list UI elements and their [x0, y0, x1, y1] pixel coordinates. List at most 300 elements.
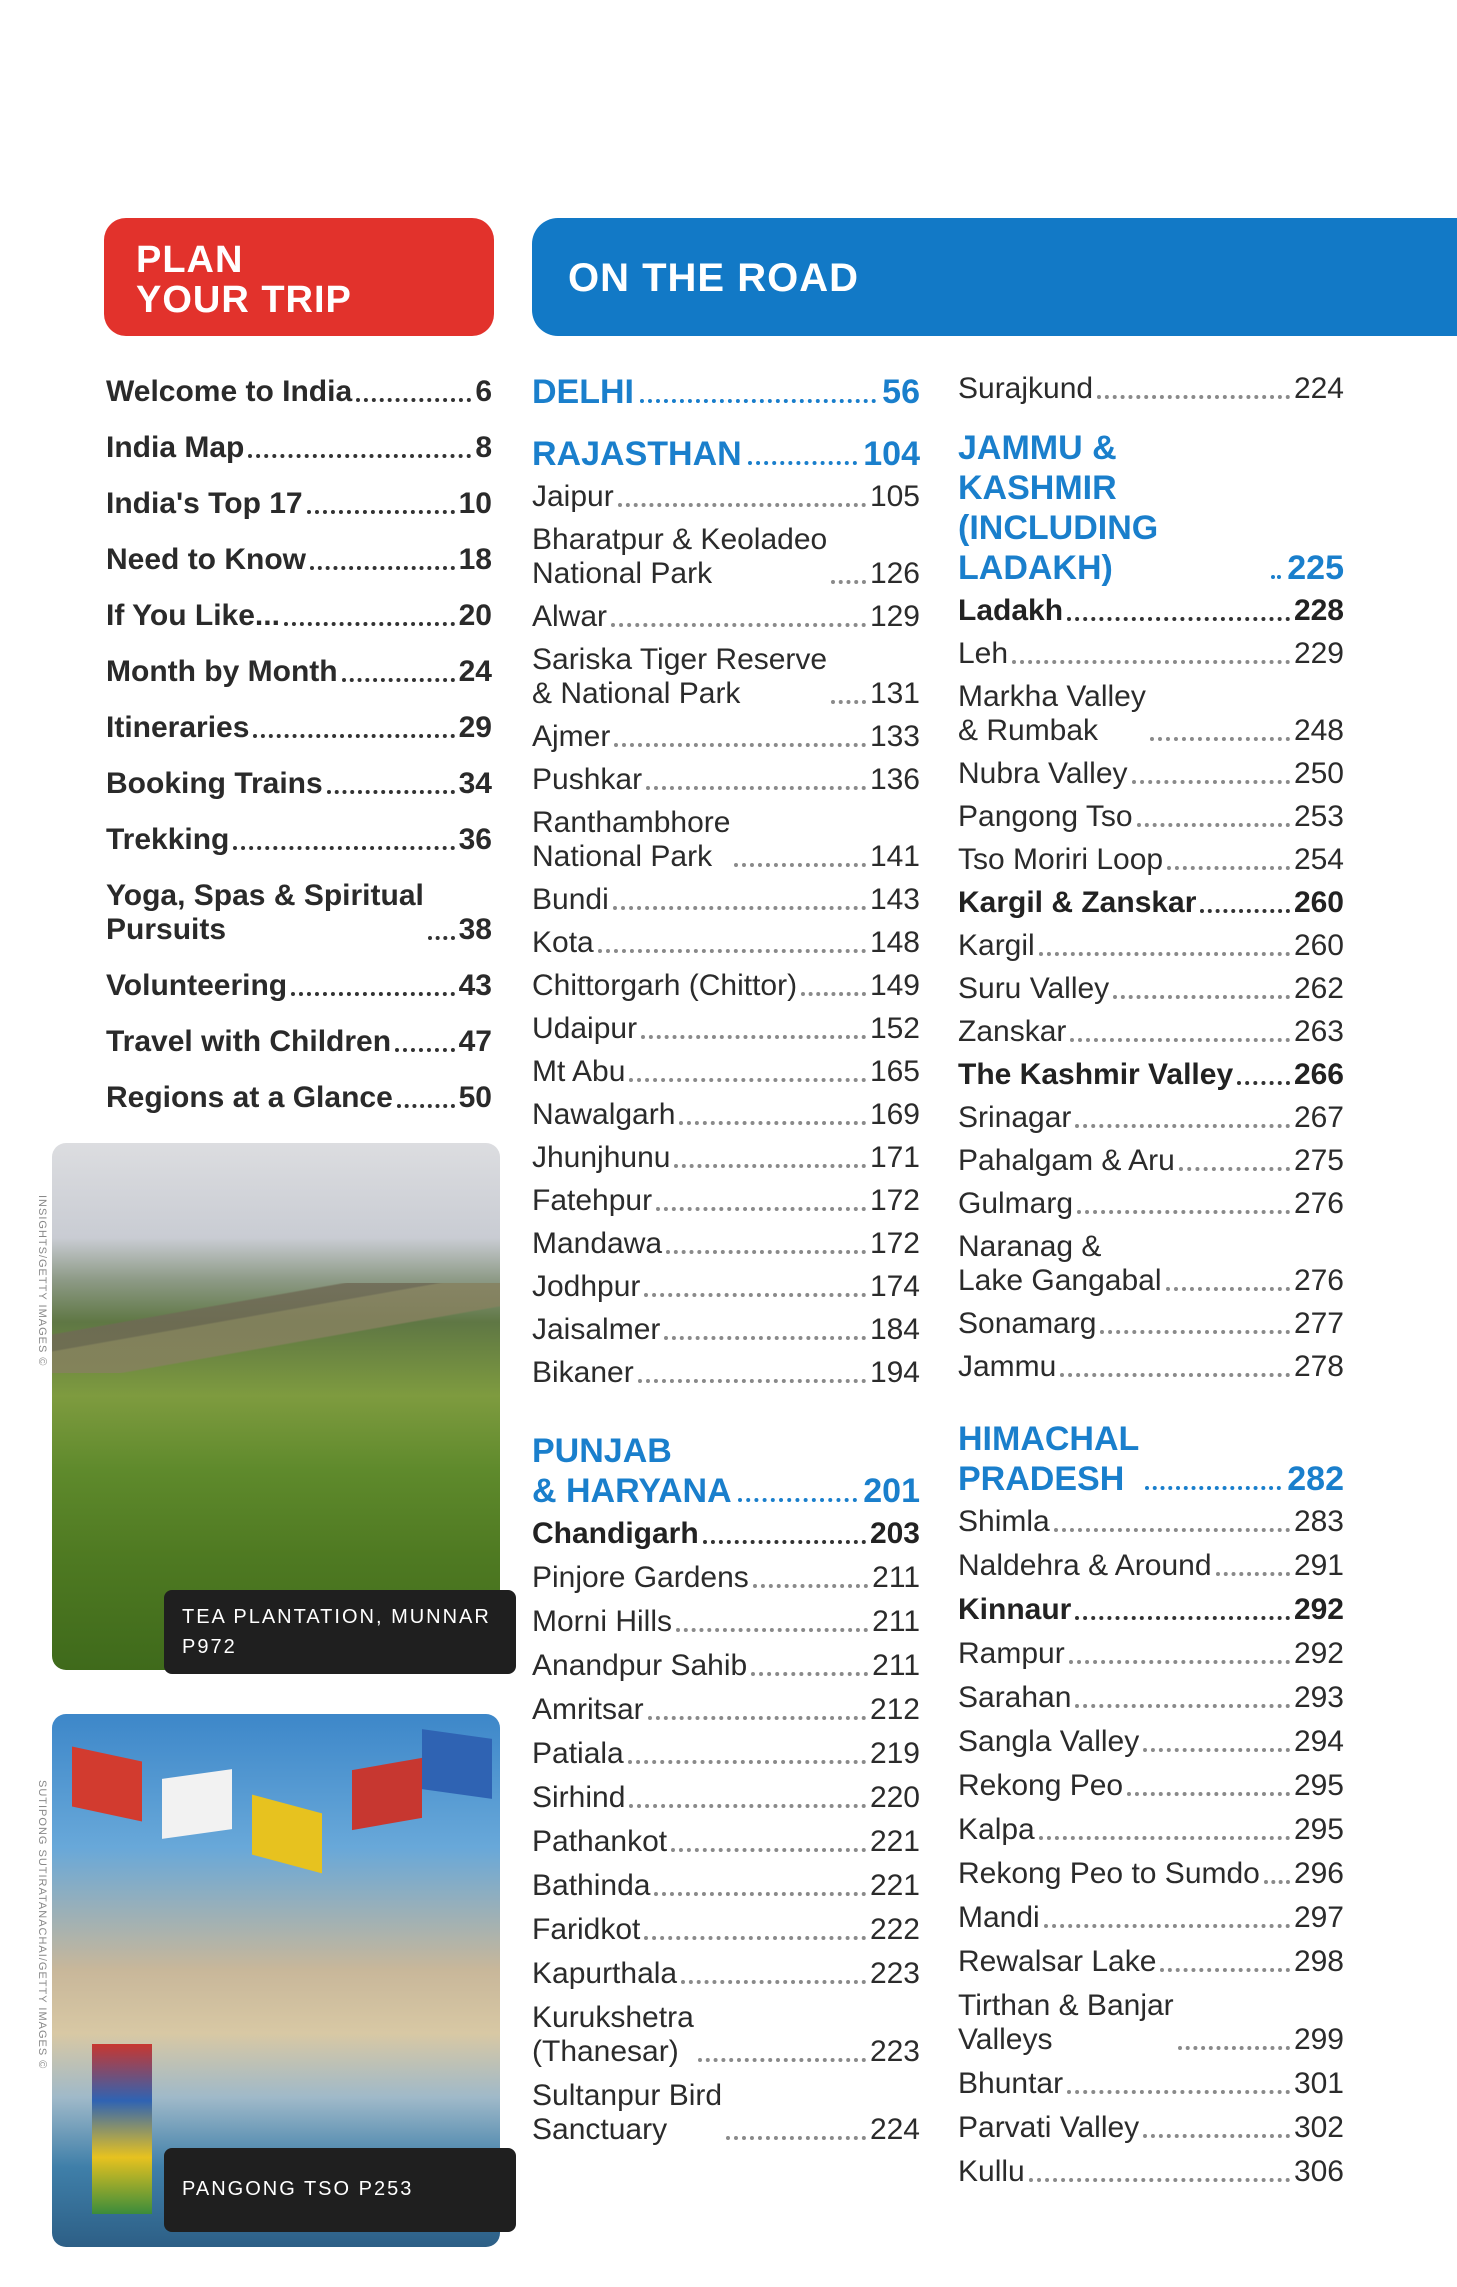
dot-leader: [248, 454, 471, 458]
toc-entry-name: Bundi: [532, 883, 609, 916]
toc-entry: [532, 883, 920, 917]
dot-leader: [676, 1628, 868, 1632]
toc-entry-name: Rekong Peo to Sumdo: [958, 1857, 1260, 1890]
dot-leader: [703, 1540, 866, 1544]
toc-entry: [532, 2001, 920, 2069]
toc-entry-page: 43: [458, 969, 492, 1002]
toc-entry-name: Patiala: [532, 1737, 624, 1770]
toc-entry-page: 172: [869, 1227, 920, 1260]
toc-entry: [532, 1869, 920, 1903]
dot-leader: [356, 398, 471, 402]
toc-entry-page: 133: [869, 720, 920, 753]
toc-entry-name: Jaisalmer: [532, 1313, 661, 1346]
toc-entry-name: Pinjore Gardens: [532, 1561, 749, 1594]
dot-leader: [681, 1980, 866, 1984]
toc-entry-page: 298: [1293, 1945, 1344, 1978]
toc-entry-name: Sirhind: [532, 1781, 626, 1814]
dot-leader: [1054, 1528, 1290, 1532]
pangong-tso-caption: [164, 2148, 516, 2232]
dot-leader: [1075, 1124, 1290, 1128]
dot-leader: [801, 992, 866, 996]
dot-leader: [233, 846, 454, 850]
section-page: 225: [1287, 549, 1344, 587]
toc-entry-page: 294: [1293, 1725, 1344, 1758]
toc-entry-page: 203: [869, 1517, 920, 1550]
toc-entry-page: 277: [1293, 1307, 1344, 1340]
toc-entry: [532, 1737, 920, 1771]
toc-entry-name: Mt Abu: [532, 1055, 626, 1088]
tea-caption-title: TEA PLANTATION, MUNNAR: [182, 1606, 491, 1628]
toc-entry: [532, 1141, 920, 1175]
dot-leader: [1166, 1287, 1290, 1291]
toc-entry: [532, 1313, 920, 1347]
toc-entry-page: 149: [869, 969, 920, 1002]
toc-entry-name: Pushkar: [532, 763, 643, 796]
toc-entry-name: Leh: [958, 637, 1009, 670]
toc-entry-page: 250: [1293, 757, 1344, 790]
toc-entry: [106, 879, 492, 947]
toc-entry: [958, 594, 1344, 628]
toc-entry: [958, 972, 1344, 1006]
toc-entry-page: 211: [872, 1649, 920, 1682]
toc-entry: [532, 1055, 920, 1089]
toc-entry-name: Markha Valley & Rumbak: [958, 680, 1146, 747]
toc-entry: [532, 1356, 920, 1390]
toc-entry-name: Regions at a Glance: [106, 1081, 393, 1114]
toc-entry: [532, 1693, 920, 1727]
toc-entry: [958, 1681, 1344, 1715]
toc-entry-page: 136: [869, 763, 920, 796]
toc-entry: [532, 1825, 920, 1859]
toc-entry: [106, 599, 492, 633]
dot-leader: [1012, 660, 1290, 664]
toc-entry-page: 301: [1293, 2067, 1344, 2100]
dot-leader: [629, 1804, 866, 1808]
toc-entry-page: 131: [869, 677, 920, 710]
dot-leader: [1143, 2134, 1290, 2138]
dot-leader: [638, 1379, 866, 1383]
dot-leader: [1075, 1704, 1290, 1708]
toc-entry: [958, 2067, 1344, 2101]
section-jammu-kashmir: [958, 428, 1344, 588]
toc-entry-page: 228: [1293, 594, 1344, 627]
dot-leader: [1067, 2090, 1290, 2094]
toc-entry-page: 295: [1293, 1813, 1344, 1846]
section-title: HIMACHAL PRADESH: [958, 1420, 1140, 1498]
toc-entry-name: Sangla Valley: [958, 1725, 1140, 1758]
toc-entry-page: 302: [1293, 2111, 1344, 2144]
dot-leader: [1113, 995, 1290, 999]
dot-leader: [751, 1672, 868, 1676]
toc-entry-name: Itineraries: [106, 711, 250, 744]
dot-leader: [1029, 2178, 1290, 2182]
dot-leader: [284, 622, 455, 626]
toc-entry-page: 266: [1293, 1058, 1344, 1091]
toc-entry-page: 276: [1293, 1264, 1344, 1297]
toc-entry-page: 221: [869, 1825, 920, 1858]
tea-caption-page: P972: [182, 1636, 237, 1658]
dot-leader: [253, 734, 454, 738]
toc-entry: [958, 1769, 1344, 1803]
dot-leader: [1060, 1373, 1290, 1377]
dot-leader: [1070, 1038, 1290, 1042]
toc-entry: [106, 655, 492, 689]
toc-entry-name: India's Top 17: [106, 487, 303, 520]
on-the-road-banner: [532, 218, 1457, 336]
toc-entry: [958, 929, 1344, 963]
toc-entry-name: Month by Month: [106, 655, 338, 688]
toc-entry-page: 212: [869, 1693, 920, 1726]
toc-entry-name: Jodhpur: [532, 1270, 641, 1303]
dot-leader: [629, 1078, 866, 1082]
toc-entry-name: Chandigarh: [532, 1517, 699, 1550]
dot-leader: [1167, 866, 1290, 870]
toc-entry: [532, 1913, 920, 1947]
toc-entry-name: Morni Hills: [532, 1605, 673, 1638]
toc-entry-page: 263: [1293, 1015, 1344, 1048]
toc-entry: [532, 600, 920, 634]
toc-entry-page: 184: [869, 1313, 920, 1346]
dot-leader: [395, 1048, 455, 1052]
toc-entry-name: Tirthan & Banjar Valleys: [958, 1989, 1174, 2056]
toc-entry-page: 143: [869, 883, 920, 916]
toc-entry-page: 194: [869, 1356, 920, 1389]
toc-entry: [106, 711, 492, 745]
toc-entry: [106, 1081, 492, 1115]
toc-entry-name: Zanskar: [958, 1015, 1067, 1048]
toc-entry: [958, 1350, 1344, 1384]
on-the-road-title: ON THE ROAD: [568, 256, 859, 300]
toc-entry-name: Mandi: [958, 1901, 1040, 1934]
dot-leader: [1067, 617, 1290, 621]
plan-your-trip-banner: [104, 218, 494, 336]
toc-entry-name: Fatehpur: [532, 1184, 653, 1217]
plan-banner-line1: PLAN: [136, 239, 244, 281]
toc-entry-name: Sonamarg: [958, 1307, 1097, 1340]
toc-entry: [958, 1307, 1344, 1341]
toc-entry: [106, 543, 492, 577]
dot-leader: [1178, 2046, 1290, 2050]
toc-entry-page: 10: [458, 487, 492, 520]
dot-leader: [1145, 1486, 1281, 1490]
toc-entry-page: 253: [1293, 800, 1344, 833]
dot-leader: [614, 743, 866, 747]
toc-entry-page: 260: [1293, 929, 1344, 962]
toc-entry-name: Jammu: [958, 1350, 1057, 1383]
toc-entry: [958, 1549, 1344, 1583]
toc-entry-name: Kinnaur: [958, 1593, 1072, 1626]
toc-entry-name: Nubra Valley: [958, 757, 1128, 790]
toc-entry-name: Parvati Valley: [958, 2111, 1140, 2144]
toc-entry-name: Alwar: [532, 600, 608, 633]
toc-entry-page: 6: [475, 375, 492, 408]
toc-entry-name: India Map: [106, 431, 245, 464]
toc-entry-page: 293: [1293, 1681, 1344, 1714]
dot-leader: [428, 936, 455, 940]
dot-leader: [1097, 395, 1290, 399]
toc-entry: [958, 1058, 1344, 1092]
toc-entry: [958, 1593, 1344, 1627]
toc-entry: [958, 843, 1344, 877]
toc-entry: [958, 1637, 1344, 1671]
toc-entry: [532, 806, 920, 874]
toc-entry: [532, 1517, 920, 1551]
toc-entry-name: Trekking: [106, 823, 230, 856]
toc-entry-page: 211: [872, 1561, 920, 1594]
dot-leader: [666, 1250, 866, 1254]
toc-entry-page: 141: [869, 840, 920, 873]
toc-entry-page: 260: [1293, 886, 1344, 919]
section-delhi: [532, 372, 920, 412]
toc-entry: [532, 1098, 920, 1132]
toc-entry-page: 20: [458, 599, 492, 632]
toc-entry-page: 220: [869, 1781, 920, 1814]
dot-leader: [1237, 1081, 1290, 1085]
toc-entry-page: 278: [1293, 1350, 1344, 1383]
toc-entry-name: Naranag & Lake Gangabal: [958, 1230, 1162, 1297]
toc-entry: [532, 1957, 920, 1991]
toc-entry: [958, 1101, 1344, 1135]
toc-entry-page: 223: [869, 2035, 920, 2068]
toc-entry-page: 148: [869, 926, 920, 959]
toc-entry-page: 224: [869, 2113, 920, 2146]
toc-entry-name: Kalpa: [958, 1813, 1035, 1846]
dot-leader: [611, 623, 866, 627]
toc-entry-name: Pahalgam & Aru: [958, 1144, 1175, 1177]
dot-leader: [397, 1104, 455, 1108]
toc-entry-page: 50: [458, 1081, 492, 1114]
toc-entry: [532, 969, 920, 1003]
toc-entry: [958, 886, 1344, 920]
toc-entry-name: Kota: [532, 926, 594, 959]
section-punjab-haryana: [532, 1431, 920, 1511]
tea-plantation-caption: [164, 1590, 516, 1674]
toc-entry: [958, 372, 1344, 406]
toc-entry-page: 283: [1293, 1505, 1344, 1538]
toc-entry-name: Bharatpur & Keoladeo National Park: [532, 523, 828, 590]
toc-entry-page: 276: [1293, 1187, 1344, 1220]
toc-entry: [532, 480, 920, 514]
toc-entry: [958, 2111, 1344, 2145]
section-himachal-pradesh: [958, 1419, 1344, 1499]
dot-leader: [648, 1716, 866, 1720]
toc-entry: [532, 1649, 920, 1683]
toc-entry-page: 38: [458, 913, 492, 946]
pangong-photo-credit: SUTIPONG SUTIRATANACHAI/GETTY IMAGES ©: [36, 1780, 48, 2070]
toc-entry-page: 8: [475, 431, 492, 464]
toc-entry-page: 152: [869, 1012, 920, 1045]
toc-entry-page: 34: [458, 767, 492, 800]
section-page: 56: [882, 373, 920, 411]
dot-leader: [1160, 1968, 1290, 1972]
section-title: JAMMU & KASHMIR (INCLUDING LADAKH): [958, 429, 1159, 587]
toc-entry-name: Suru Valley: [958, 972, 1110, 1005]
toc-entry-name: Ladakh: [958, 594, 1064, 627]
toc-entry: [532, 1012, 920, 1046]
toc-entry: [106, 969, 492, 1003]
dot-leader: [1039, 952, 1290, 956]
toc-entry: [532, 1561, 920, 1595]
toc-entry-page: 165: [869, 1055, 920, 1088]
toc-entry-name: Nawalgarh: [532, 1098, 676, 1131]
toc-entry-page: 36: [458, 823, 492, 856]
toc-entry-page: 229: [1293, 637, 1344, 670]
toc-entry-page: 222: [869, 1913, 920, 1946]
toc-entry: [958, 800, 1344, 834]
toc-entry-page: 219: [869, 1737, 920, 1770]
toc-entry-name: Bhuntar: [958, 2067, 1064, 2100]
toc-entry-name: Pathankot: [532, 1825, 668, 1858]
toc-entry: [958, 1187, 1344, 1221]
section-page: 201: [863, 1472, 920, 1510]
toc-entry: [532, 926, 920, 960]
dot-leader: [640, 399, 876, 403]
toc-entry: [958, 1725, 1344, 1759]
toc-entry: [106, 1025, 492, 1059]
toc-entry-name: The Kashmir Valley: [958, 1058, 1234, 1091]
toc-entry: [958, 637, 1344, 671]
toc-entry-page: 171: [869, 1141, 920, 1174]
toc-entry: [958, 1230, 1344, 1298]
dot-leader: [671, 1848, 866, 1852]
on-the-road-column-1: [532, 372, 920, 2157]
toc-entry-name: Rewalsar Lake: [958, 1945, 1157, 1978]
dot-leader: [307, 510, 455, 514]
toc-entry: [532, 1270, 920, 1304]
toc-entry-name: Sultanpur Bird Sanctuary: [532, 2079, 723, 2146]
section-page: 104: [863, 435, 920, 473]
toc-entry: [958, 1144, 1344, 1178]
toc-entry-page: 224: [1293, 372, 1344, 405]
toc-entry-name: Mandawa: [532, 1227, 663, 1260]
dot-leader: [1077, 1210, 1290, 1214]
toc-entry-page: 248: [1293, 714, 1344, 747]
toc-entry-name: Sariska Tiger Reserve & National Park: [532, 643, 828, 710]
dot-leader: [1271, 575, 1281, 579]
toc-entry-name: Need to Know: [106, 543, 306, 576]
dot-leader: [644, 1293, 866, 1297]
toc-entry-page: 292: [1293, 1637, 1344, 1670]
dot-leader: [726, 2136, 866, 2140]
toc-entry-page: 169: [869, 1098, 920, 1131]
toc-entry: [106, 375, 492, 409]
toc-entry-name: Jhunjhunu: [532, 1141, 671, 1174]
dot-leader: [291, 992, 455, 996]
dot-leader: [310, 566, 455, 570]
dot-leader: [831, 700, 866, 704]
toc-entry: [958, 2155, 1344, 2189]
dot-leader: [738, 1498, 858, 1502]
toc-entry: [532, 1184, 920, 1218]
toc-entry: [958, 1505, 1344, 1539]
dot-leader: [1075, 1616, 1290, 1620]
toc-entry-name: Booking Trains: [106, 767, 323, 800]
dot-leader: [1264, 1880, 1290, 1884]
toc-entry-name: Tso Moriri Loop: [958, 843, 1164, 876]
toc-entry-page: 306: [1293, 2155, 1344, 2188]
toc-entry-page: 275: [1293, 1144, 1344, 1177]
toc-entry-name: Welcome to India: [106, 375, 353, 408]
toc-entry-page: 221: [869, 1869, 920, 1902]
dot-leader: [1137, 823, 1290, 827]
toc-entry: [532, 1605, 920, 1639]
dot-leader: [698, 2058, 866, 2062]
toc-entry-page: 296: [1293, 1857, 1344, 1890]
toc-entry: [958, 757, 1344, 791]
toc-entry-page: 24: [458, 655, 492, 688]
toc-entry: [958, 1989, 1344, 2057]
dot-leader: [1100, 1330, 1290, 1334]
pangong-caption-text: PANGONG TSO P253: [182, 2178, 414, 2200]
dot-leader: [1044, 1924, 1290, 1928]
toc-entry-name: Ajmer: [532, 720, 611, 753]
dot-leader: [598, 949, 866, 953]
toc-entry-name: Anandpur Sahib: [532, 1649, 748, 1682]
toc-entry-page: 47: [458, 1025, 492, 1058]
toc-entry-name: Amritsar: [532, 1693, 644, 1726]
toc-entry-page: 105: [869, 480, 920, 513]
dot-leader: [1039, 1836, 1290, 1840]
toc-entry-page: 254: [1293, 843, 1344, 876]
dot-leader: [674, 1164, 865, 1168]
dot-leader: [342, 678, 455, 682]
dot-leader: [679, 1121, 866, 1125]
dot-leader: [1200, 909, 1290, 913]
toc-entry-name: Kullu: [958, 2155, 1025, 2188]
on-the-road-column-2: [958, 372, 1344, 2199]
toc-entry-page: 267: [1293, 1101, 1344, 1134]
toc-entry-page: 292: [1293, 1593, 1344, 1626]
toc-entry-name: Volunteering: [106, 969, 288, 1002]
dot-leader: [644, 1936, 866, 1940]
toc-entry-name: Udaipur: [532, 1012, 638, 1045]
toc-entry-page: 174: [869, 1270, 920, 1303]
section-page: 282: [1287, 1460, 1344, 1498]
toc-entry: [958, 1857, 1344, 1891]
toc-entry-name: Chittorgarh (Chittor): [532, 969, 798, 1002]
toc-entry-page: 223: [869, 1957, 920, 1990]
toc-entry-page: 299: [1293, 2023, 1344, 2056]
toc-entry-name: Surajkund: [958, 372, 1094, 405]
dot-leader: [613, 906, 866, 910]
toc-entry-name: Bikaner: [532, 1356, 634, 1389]
toc-entry-page: 18: [458, 543, 492, 576]
toc-entry-page: 262: [1293, 972, 1344, 1005]
dot-leader: [1150, 737, 1290, 741]
toc-entry: [532, 2079, 920, 2147]
toc-entry-page: 291: [1293, 1549, 1344, 1582]
section-title: PUNJAB & HARYANA: [532, 1432, 732, 1510]
dot-leader: [618, 503, 866, 507]
section-rajasthan: [532, 434, 920, 474]
toc-entry: [106, 767, 492, 801]
dot-leader: [1127, 1792, 1290, 1796]
toc-entry: [958, 1813, 1344, 1847]
dot-leader: [734, 863, 865, 867]
dot-leader: [1143, 1748, 1290, 1752]
toc-entry: [958, 1901, 1344, 1935]
toc-entry: [532, 643, 920, 711]
section-title: DELHI: [532, 373, 634, 411]
toc-entry-page: 172: [869, 1184, 920, 1217]
toc-entry-page: 126: [869, 557, 920, 590]
toc-entry-name: Rekong Peo: [958, 1769, 1124, 1802]
dot-leader: [1179, 1167, 1290, 1171]
plan-your-trip-list: [106, 375, 492, 1137]
dot-leader: [654, 1892, 866, 1896]
dot-leader: [831, 580, 866, 584]
toc-entry: [958, 1015, 1344, 1049]
